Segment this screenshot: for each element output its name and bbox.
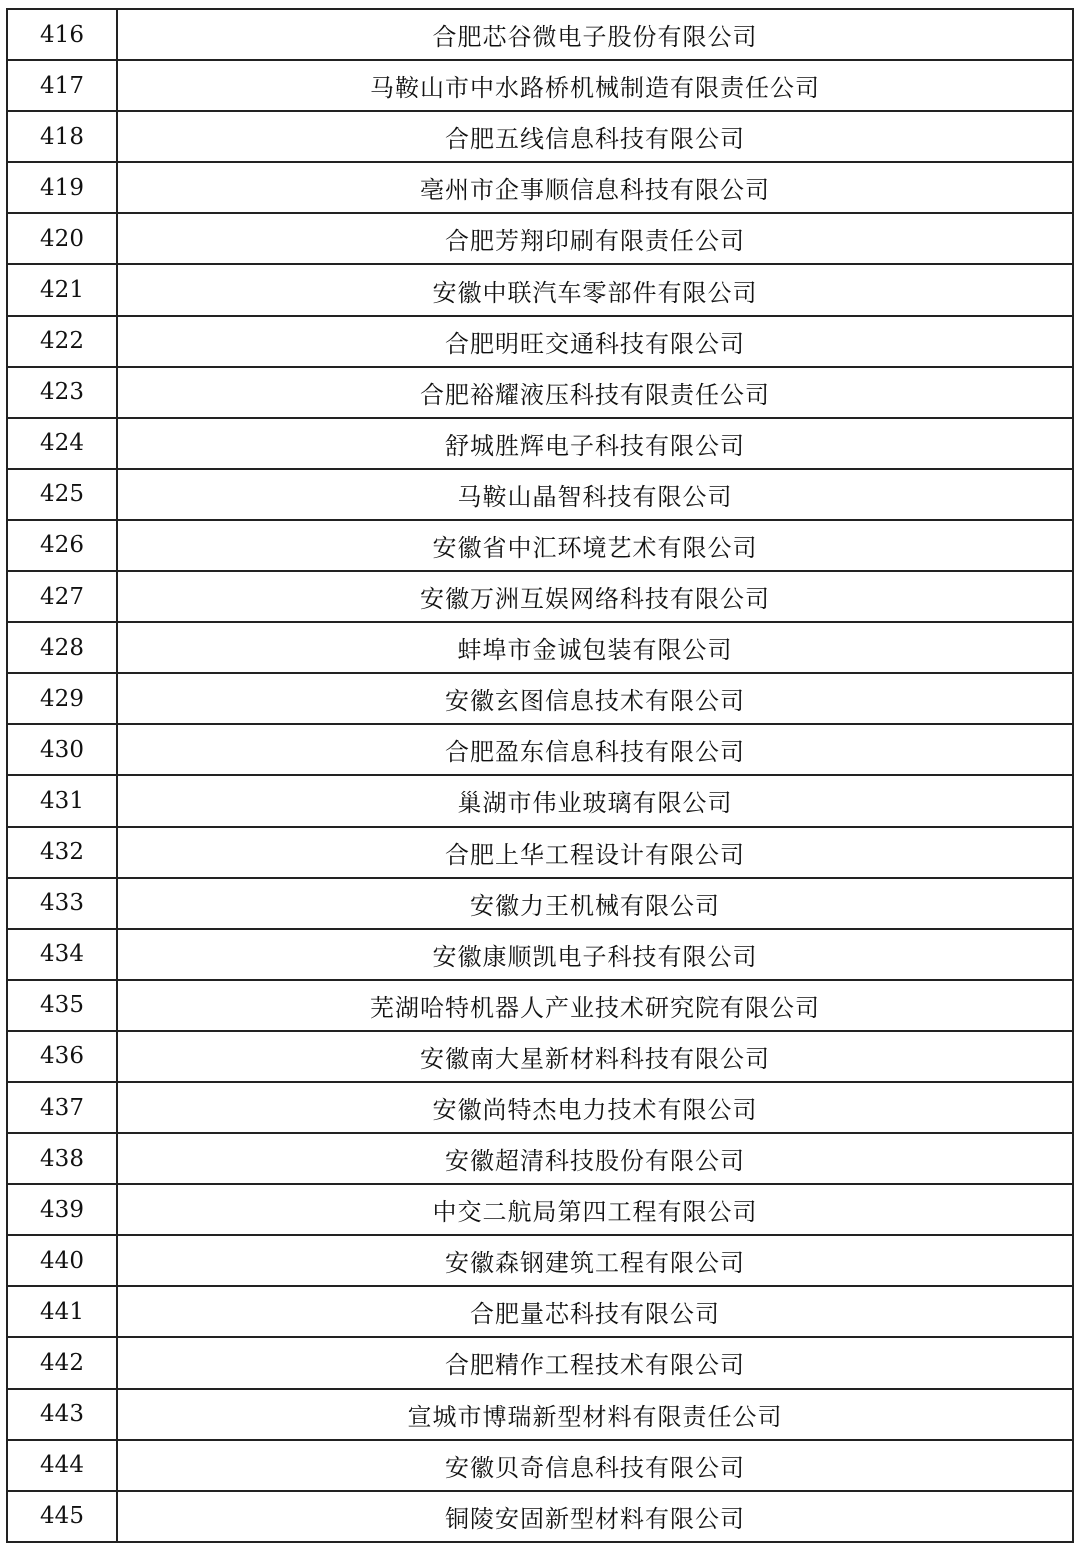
row-number-cell: 426 — [7, 520, 117, 571]
row-number-cell: 444 — [7, 1440, 117, 1491]
company-name-cell: 合肥量芯科技有限公司 — [117, 1286, 1073, 1337]
row-number-cell: 431 — [7, 775, 117, 826]
table-row — [7, 571, 1073, 622]
table-row — [7, 1286, 1073, 1337]
company-name-cell: 安徽省中汇环境艺术有限公司 — [117, 520, 1073, 571]
table-row — [7, 980, 1073, 1031]
company-name-cell: 中交二航局第四工程有限公司 — [117, 1184, 1073, 1235]
row-number-cell: 442 — [7, 1337, 117, 1388]
company-name-cell: 巢湖市伟业玻璃有限公司 — [117, 775, 1073, 826]
company-name-cell: 安徽超清科技股份有限公司 — [117, 1133, 1073, 1184]
company-name-cell: 安徽万洲互娱网络科技有限公司 — [117, 571, 1073, 622]
table-row — [7, 775, 1073, 826]
table-row — [7, 1440, 1073, 1491]
row-number-cell: 436 — [7, 1031, 117, 1082]
table-row — [7, 724, 1073, 775]
table-row — [7, 111, 1073, 162]
table-row — [7, 469, 1073, 520]
table-row — [7, 1337, 1073, 1388]
company-name-cell: 安徽康顺凯电子科技有限公司 — [117, 929, 1073, 980]
row-number-cell: 438 — [7, 1133, 117, 1184]
table-row — [7, 1491, 1073, 1542]
row-number-cell: 439 — [7, 1184, 117, 1235]
company-name-cell: 马鞍山晶智科技有限公司 — [117, 469, 1073, 520]
row-number-cell: 433 — [7, 878, 117, 929]
row-number-cell: 419 — [7, 162, 117, 213]
table-row — [7, 827, 1073, 878]
row-number-cell: 428 — [7, 622, 117, 673]
row-number-cell: 421 — [7, 264, 117, 315]
company-list-table-container — [6, 8, 1074, 1543]
table-row — [7, 878, 1073, 929]
row-number-cell: 440 — [7, 1235, 117, 1286]
company-name-cell: 舒城胜辉电子科技有限公司 — [117, 418, 1073, 469]
table-row — [7, 9, 1073, 60]
row-number-cell: 443 — [7, 1389, 117, 1440]
company-name-cell: 宣城市博瑞新型材料有限责任公司 — [117, 1389, 1073, 1440]
table-row — [7, 622, 1073, 673]
company-name-cell: 合肥盈东信息科技有限公司 — [117, 724, 1073, 775]
table-row — [7, 264, 1073, 315]
table-row — [7, 418, 1073, 469]
row-number-cell: 422 — [7, 316, 117, 367]
company-name-cell: 蚌埠市金诚包装有限公司 — [117, 622, 1073, 673]
row-number-cell: 425 — [7, 469, 117, 520]
company-name-cell: 马鞍山市中水路桥机械制造有限责任公司 — [117, 60, 1073, 111]
row-number-cell: 420 — [7, 213, 117, 264]
company-name-cell: 安徽尚特杰电力技术有限公司 — [117, 1082, 1073, 1133]
table-row — [7, 60, 1073, 111]
table-row — [7, 1184, 1073, 1235]
table-row — [7, 520, 1073, 571]
company-name-cell: 合肥明旺交通科技有限公司 — [117, 316, 1073, 367]
table-body — [7, 9, 1073, 1542]
table-row — [7, 213, 1073, 264]
company-name-cell: 合肥五线信息科技有限公司 — [117, 111, 1073, 162]
company-name-cell: 合肥芳翔印刷有限责任公司 — [117, 213, 1073, 264]
table-row — [7, 162, 1073, 213]
table-row — [7, 1082, 1073, 1133]
company-name-cell: 安徽贝奇信息科技有限公司 — [117, 1440, 1073, 1491]
row-number-cell: 430 — [7, 724, 117, 775]
company-list-table — [6, 8, 1074, 1543]
company-name-cell: 芜湖哈特机器人产业技术研究院有限公司 — [117, 980, 1073, 1031]
table-row — [7, 1389, 1073, 1440]
row-number-cell: 432 — [7, 827, 117, 878]
company-name-cell: 安徽中联汽车零部件有限公司 — [117, 264, 1073, 315]
row-number-cell: 434 — [7, 929, 117, 980]
company-name-cell: 合肥上华工程设计有限公司 — [117, 827, 1073, 878]
company-name-cell: 亳州市企事顺信息科技有限公司 — [117, 162, 1073, 213]
company-name-cell: 安徽玄图信息技术有限公司 — [117, 673, 1073, 724]
company-name-cell: 铜陵安固新型材料有限公司 — [117, 1491, 1073, 1542]
row-number-cell: 441 — [7, 1286, 117, 1337]
row-number-cell: 429 — [7, 673, 117, 724]
table-row — [7, 1133, 1073, 1184]
table-row — [7, 1235, 1073, 1286]
row-number-cell: 417 — [7, 60, 117, 111]
table-row — [7, 929, 1073, 980]
row-number-cell: 435 — [7, 980, 117, 1031]
table-row — [7, 367, 1073, 418]
row-number-cell: 423 — [7, 367, 117, 418]
company-name-cell: 安徽南大星新材料科技有限公司 — [117, 1031, 1073, 1082]
row-number-cell: 416 — [7, 9, 117, 60]
row-number-cell: 437 — [7, 1082, 117, 1133]
company-name-cell: 合肥精作工程技术有限公司 — [117, 1337, 1073, 1388]
company-name-cell: 安徽力王机械有限公司 — [117, 878, 1073, 929]
table-row — [7, 316, 1073, 367]
company-name-cell: 合肥芯谷微电子股份有限公司 — [117, 9, 1073, 60]
row-number-cell: 418 — [7, 111, 117, 162]
row-number-cell: 445 — [7, 1491, 117, 1542]
company-name-cell: 安徽森钢建筑工程有限公司 — [117, 1235, 1073, 1286]
row-number-cell: 427 — [7, 571, 117, 622]
company-name-cell: 合肥裕耀液压科技有限责任公司 — [117, 367, 1073, 418]
table-row — [7, 1031, 1073, 1082]
row-number-cell: 424 — [7, 418, 117, 469]
table-row — [7, 673, 1073, 724]
